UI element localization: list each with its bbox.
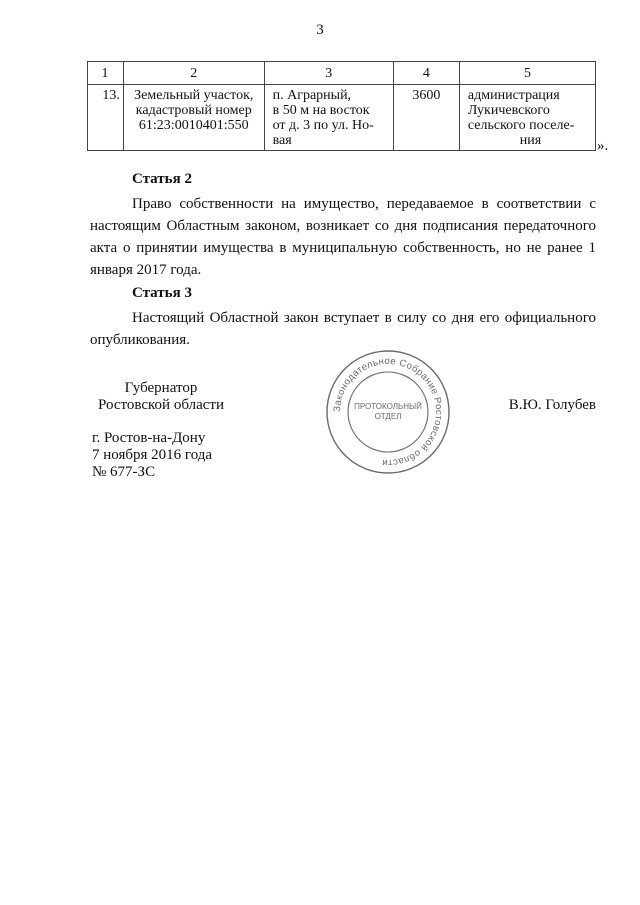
owner-line: ния [519,133,542,148]
property-table [87,61,596,151]
object-line: кадастровый номер [135,103,252,118]
table-header-row [88,62,596,85]
table-row [88,85,596,151]
signer-position-line: Ростовской области [98,397,224,413]
closing-quote-mark: ». [597,138,609,154]
stamp-center-line: ОТДЕЛ [374,412,402,421]
article-3-text: Настоящий Областной закон вступает в силу со дня его официального опубликования. [90,310,596,348]
article-3-title: Статья 3 [132,285,192,301]
official-stamp-seal [324,348,452,476]
signer-position [92,380,230,414]
place-and-date [92,430,212,481]
object-line: Земельный участок, [134,88,254,103]
law-number: № 677-ЗС [92,464,156,480]
owner-line: администрация [467,88,560,103]
location-line: от д. 3 по ул. Но- [272,118,374,133]
page-number: 3 [316,22,324,38]
table-header-cell: 5 [459,62,595,85]
location-line: вая [272,133,292,148]
law-date: 7 ноября 2016 года [92,447,213,463]
table-header-cell: 1 [88,62,124,85]
article-2-text: Право собственности на имущество, передаваемое в соответствии с настоящим Областным законом, возникает со дня подписания передаточного акта о принятии имущества в муниципальную собственность, но не ранее 1 января 2017 года. [90,196,596,278]
table-header-cell: 3 [264,62,393,85]
table-header-cell: 4 [393,62,459,85]
stamp-center-line: ПРОТОКОЛЬНЫЙ [354,402,422,411]
area-cell: 3600 [393,85,459,151]
location-line: п. Аграрный, [272,88,352,103]
location-line: в 50 м на восток [272,103,370,118]
owner-line: сельского поселе- [467,118,575,133]
stamp-ring-text: Законодательное Собрание Ростовской области [331,355,445,469]
signer-position-line: Губернатор [124,380,198,396]
object-cell [123,85,264,151]
object-line: 61:23:0010401:550 [138,118,249,133]
place-city: г. Ростов-на-Дону [92,430,206,446]
owner-line: Лукичевского [467,103,550,118]
owner-cell [459,85,595,151]
location-cell [264,85,393,151]
article-2-title: Статья 2 [132,171,192,187]
table-header-cell: 2 [123,62,264,85]
row-number: 13. [88,85,124,151]
signer-name: В.Ю. Голубев [508,397,596,413]
